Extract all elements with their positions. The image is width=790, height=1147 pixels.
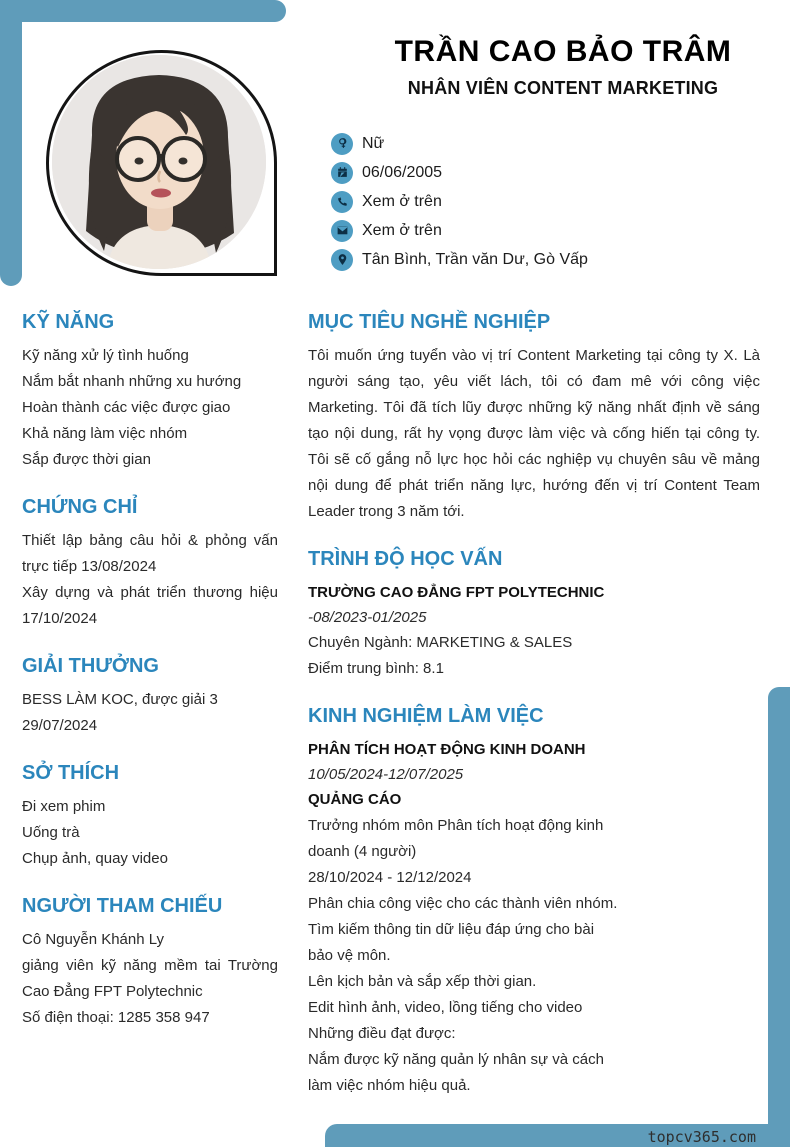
experience-line: Những điều đạt được: xyxy=(308,1025,456,1042)
experience-line: 28/10/2024 - 12/12/2024 xyxy=(308,869,472,886)
contact-row-gender xyxy=(331,129,588,158)
experience-line: 10/05/2024-12/07/2025 xyxy=(308,766,464,783)
education-lines xyxy=(308,580,760,682)
avatar-illustration xyxy=(52,55,266,269)
skills-list xyxy=(22,343,278,473)
education-line: Chuyên Ngành: MARKETING & SALES xyxy=(308,634,573,651)
experience-line: PHÂN TÍCH HOẠT ĐỘNG KINH DOANH xyxy=(308,741,586,758)
location-icon xyxy=(331,249,353,271)
experience-line: Nắm được kỹ năng quản lý nhân sự và cách xyxy=(308,1051,604,1068)
section-references xyxy=(22,894,278,1031)
section-certificates xyxy=(22,495,278,632)
left-column xyxy=(22,310,278,1053)
section-title-references: NGƯỜI THAM CHIẾU xyxy=(22,895,223,917)
objective-text: Tôi muốn ứng tuyển vào vị trí Content Marketing tại công ty X. Là người sáng tạo, yêu viết lách, tôi có đam mê với công việc Marketing. Tôi đã tích lũy được những kỹ năng nhất định về sáng tạo nội dung, rất hy vọng được làm việc và cống hiến tại công ty. Tôi sẽ cố gắng nỗ lực học hỏi các nghiệp vụ chuyên sâu về mảng nội dung để phát triển năng lực, hướng đến vị trí Content Team Leader trong 3 năm tới. xyxy=(308,347,760,520)
reference-item: giảng viên kỹ năng mềm tai Trường Cao Đẳng FPT Polytechnic xyxy=(22,957,278,1000)
experience-line: Phân chia công việc cho các thành viên nhóm. xyxy=(308,895,618,912)
skill-item: Nắm bắt nhanh những xu hướng xyxy=(22,373,242,390)
hobby-item: Uống trà xyxy=(22,824,80,841)
award-item: BESS LÀM KOC, được giải 3 xyxy=(22,691,218,708)
contact-value-address: Tân Bình, Trần văn Dư, Gò Vấp xyxy=(362,250,588,268)
section-title-skills: KỸ NĂNG xyxy=(22,311,115,333)
profile-photo-frame xyxy=(46,50,277,276)
contact-value-gender: Nữ xyxy=(362,134,385,152)
section-skills xyxy=(22,310,278,473)
section-title-certificates: CHỨNG CHỈ xyxy=(22,496,138,518)
section-awards xyxy=(22,654,278,739)
certificate-item: Xây dựng và phát triển thương hiệu 17/10/2024 xyxy=(22,584,278,627)
education-line: -08/2023-01/2025 xyxy=(308,609,427,626)
hobbies-list xyxy=(22,794,278,872)
awards-list xyxy=(22,687,278,739)
experience-line: Tìm kiếm thông tin dữ liệu đáp ứng cho bài xyxy=(308,921,595,938)
section-title-objective: MỤC TIÊU NGHỀ NGHIỆP xyxy=(308,311,551,333)
experience-line: Trưởng nhóm môn Phân tích hoạt động kinh xyxy=(308,817,604,834)
reference-item: Số điện thoại: 1285 358 947 xyxy=(22,1009,210,1026)
skill-item: Hoàn thành các việc được giao xyxy=(22,399,231,416)
section-hobbies xyxy=(22,761,278,872)
references-list xyxy=(22,927,278,1031)
certificates-list xyxy=(22,528,278,632)
candidate-job-title: NHÂN VIÊN CONTENT MARKETING xyxy=(407,78,719,98)
section-title-education: TRÌNH ĐỘ HỌC VẤN xyxy=(308,548,503,570)
contact-row-birthday xyxy=(331,158,588,187)
section-title-experience: KINH NGHIỆM LÀM VIỆC xyxy=(308,705,544,727)
reference-item: Cô Nguyễn Khánh Ly xyxy=(22,931,165,948)
hobby-item: Chụp ảnh, quay video xyxy=(22,850,168,867)
experience-lines xyxy=(308,737,760,1099)
contact-info xyxy=(331,129,588,274)
watermark-text: topcv365.com xyxy=(647,1128,756,1146)
section-title-awards: GIẢI THƯỞNG xyxy=(22,655,159,677)
skill-item: Khả năng làm việc nhóm xyxy=(22,425,188,442)
right-column xyxy=(308,310,760,1121)
experience-line: Edit hình ảnh, video, lồng tiếng cho video xyxy=(308,999,583,1016)
award-item: 29/07/2024 xyxy=(22,717,98,734)
bottom-right-decor-vertical xyxy=(768,687,790,1147)
contact-value-email: Xem ở trên xyxy=(362,221,442,239)
contact-value-birthday: 06/06/2005 xyxy=(362,163,443,181)
skill-item: Kỹ năng xử lý tình huống xyxy=(22,347,189,364)
profile-photo xyxy=(52,55,266,269)
header xyxy=(336,34,790,99)
hobby-item: Đi xem phim xyxy=(22,798,106,815)
top-left-decor-horizontal xyxy=(0,0,286,22)
experience-line: làm việc nhóm hiệu quả. xyxy=(308,1077,471,1094)
skill-item: Sắp được thời gian xyxy=(22,451,151,468)
experience-line: doanh (4 người) xyxy=(308,843,417,860)
contact-row-phone xyxy=(331,187,588,216)
education-line: TRƯỜNG CAO ĐẲNG FPT POLYTECHNIC xyxy=(308,584,605,601)
section-title-hobbies: SỞ THÍCH xyxy=(22,762,120,784)
experience-line: QUẢNG CÁO xyxy=(308,791,402,808)
experience-line: bảo vệ môn. xyxy=(308,947,391,964)
top-left-decor-vertical xyxy=(0,0,22,286)
experience-line: Lên kịch bản và sắp xếp thời gian. xyxy=(308,973,537,990)
certificate-item: Thiết lập bảng câu hỏi & phỏng vấn trực tiếp 13/08/2024 xyxy=(22,532,278,575)
contact-value-phone: Xem ở trên xyxy=(362,192,442,210)
education-line: Điểm trung bình: 8.1 xyxy=(308,660,444,677)
section-experience xyxy=(308,704,760,1099)
section-objective xyxy=(308,310,760,525)
section-education xyxy=(308,547,760,682)
candidate-name: TRẦN CAO BẢO TRÂM xyxy=(394,35,732,68)
calendar-icon xyxy=(331,162,353,184)
gender-icon xyxy=(331,133,353,155)
phone-icon xyxy=(331,191,353,213)
contact-row-address xyxy=(331,245,588,274)
contact-row-email xyxy=(331,216,588,245)
email-icon xyxy=(331,220,353,242)
